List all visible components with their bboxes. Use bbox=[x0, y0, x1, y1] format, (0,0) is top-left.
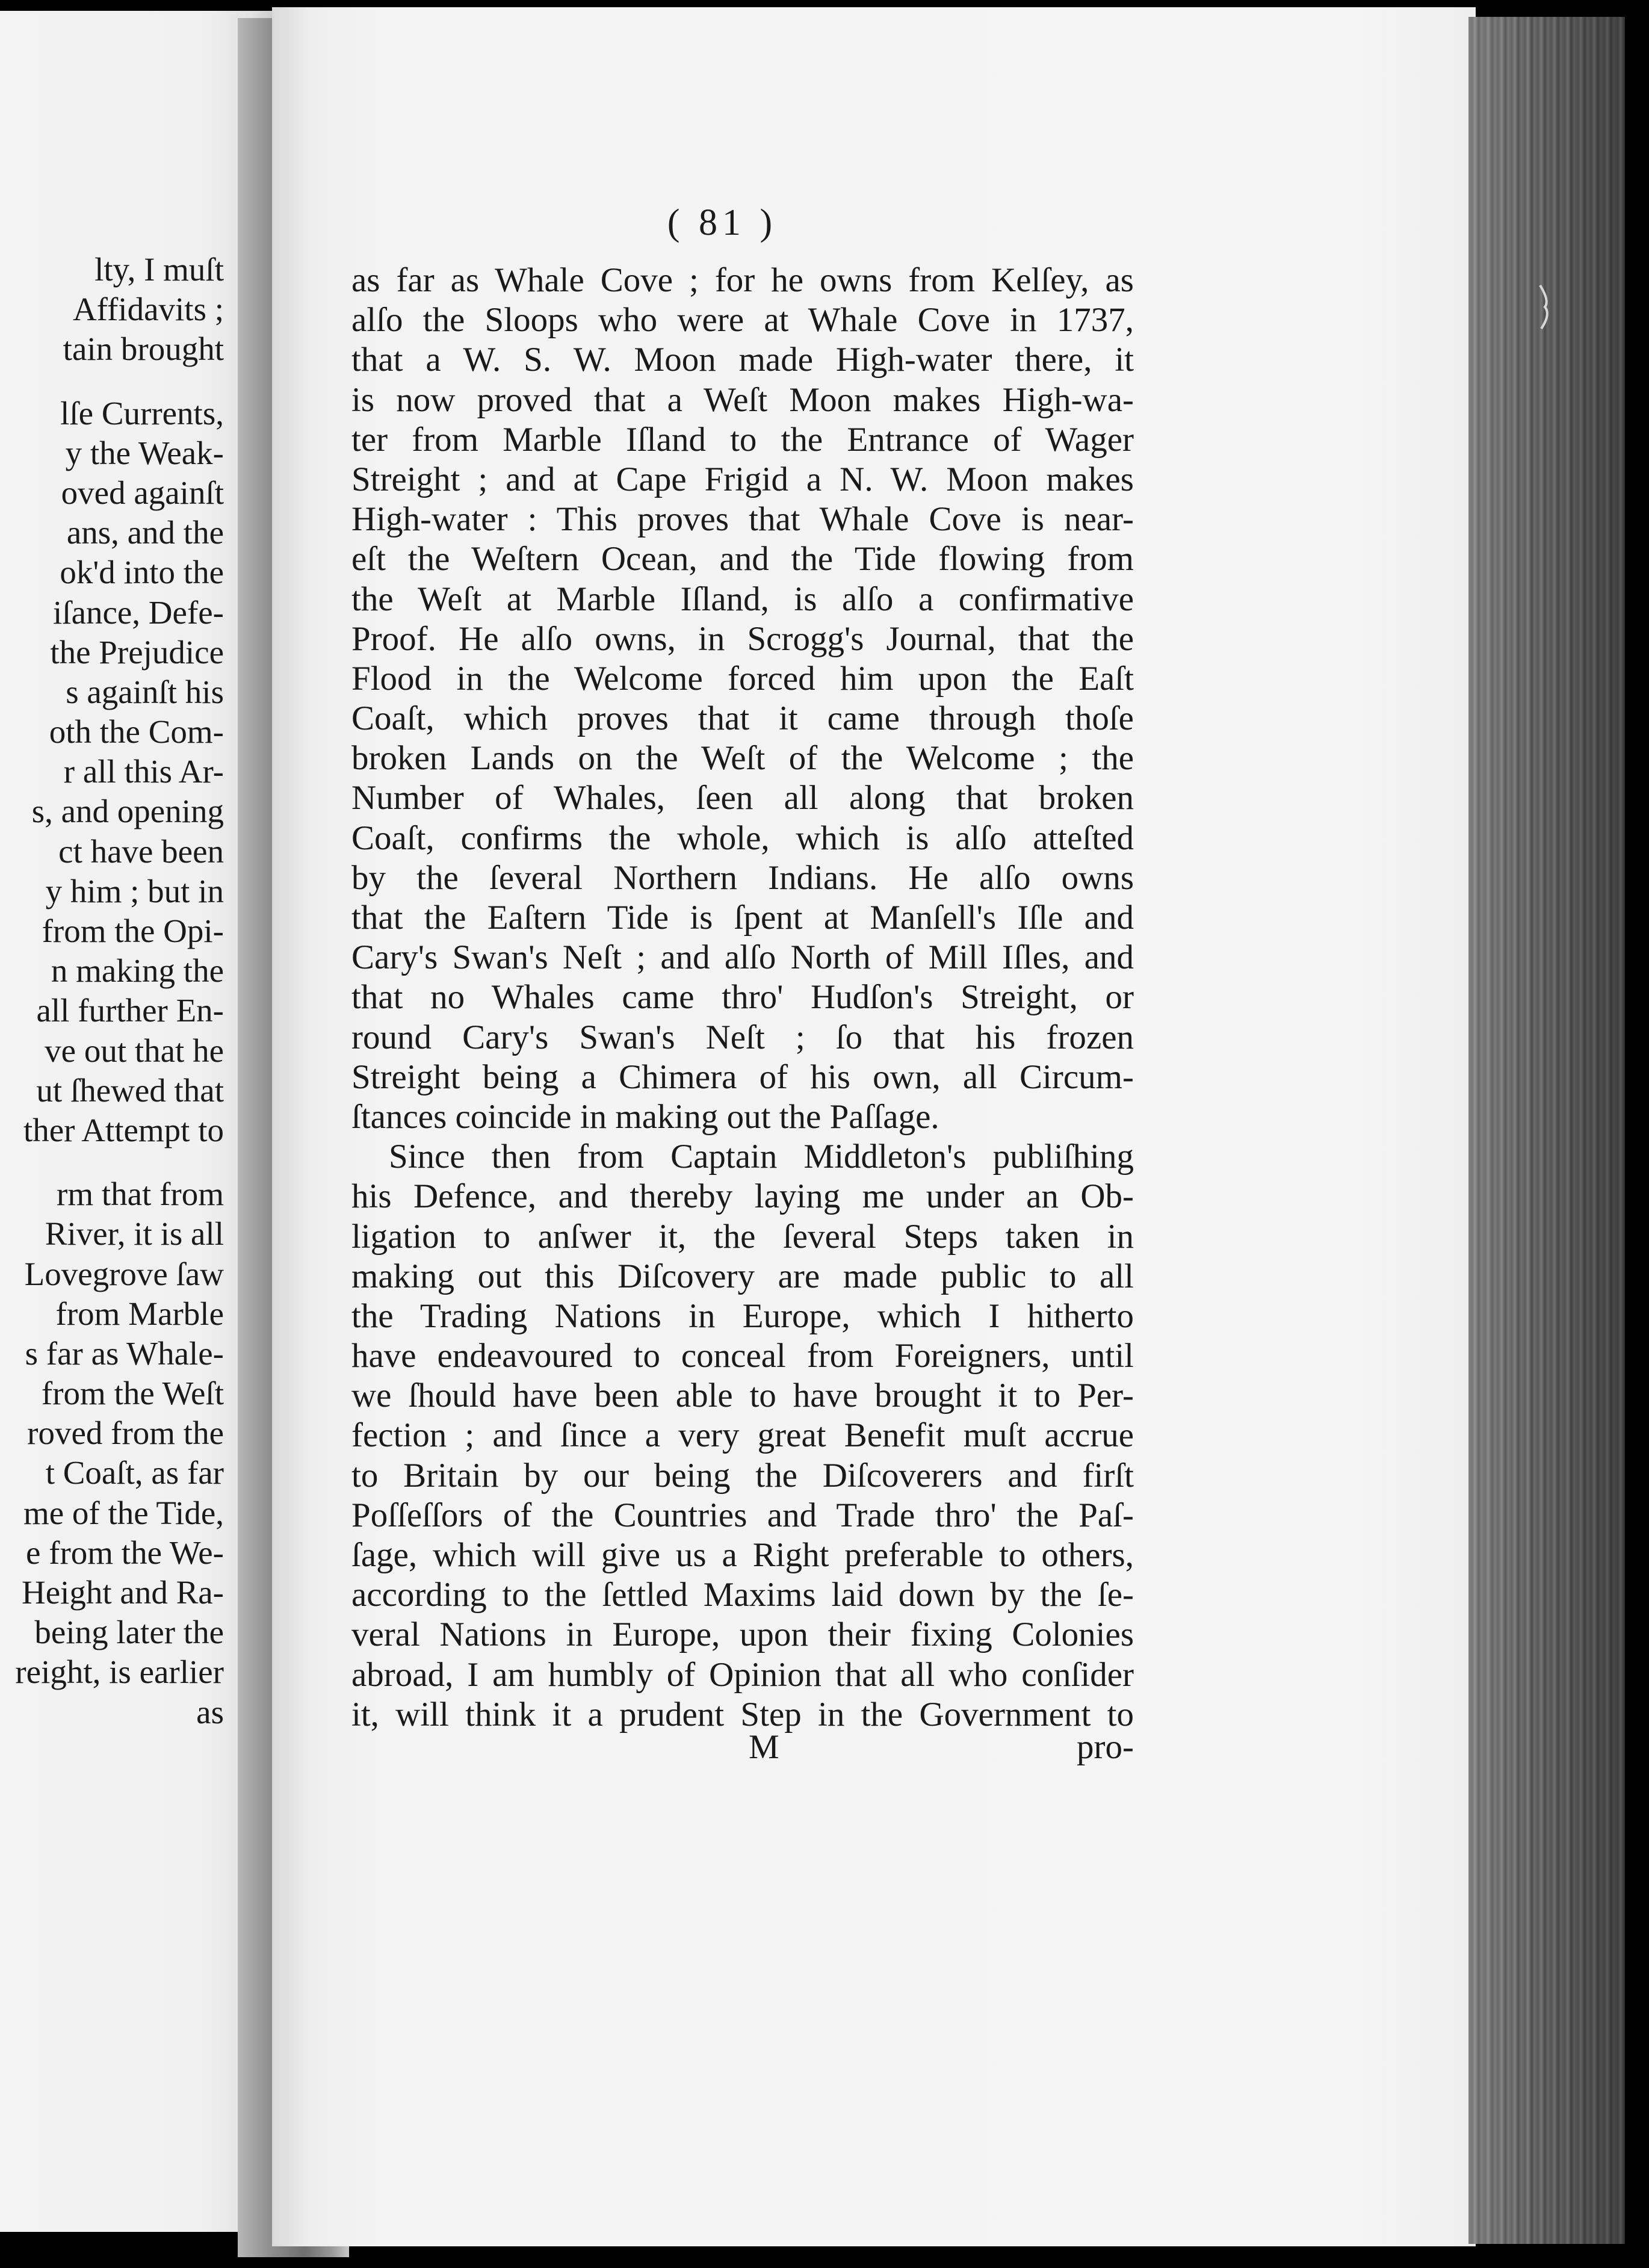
text-line: Poſſeſſors of the Countries and Trade thro' the Paſ- bbox=[351, 1496, 1134, 1534]
text-line: Coaſt, confirms the whole, which is alſo atteſted bbox=[351, 819, 1134, 857]
left-line: ut ſhewed that bbox=[36, 1071, 224, 1109]
left-line: roved from the bbox=[27, 1414, 224, 1452]
text-line: ter from Marble Iſland to the Entrance of Wager bbox=[351, 420, 1134, 459]
left-line: being later the bbox=[34, 1614, 224, 1651]
left-line: ther Attempt to bbox=[23, 1111, 224, 1148]
left-line: iſance, Defe- bbox=[53, 593, 224, 631]
catchword: pro- bbox=[1077, 1728, 1134, 1766]
text-line: Flood in the Welcome forced him upon the Eaſt bbox=[351, 659, 1134, 698]
text-line: ligation to anſwer it, the ſeveral Steps taken in bbox=[351, 1217, 1134, 1256]
left-line: ans, and the bbox=[66, 514, 224, 551]
text-line: broken Lands on the Weſt of the Welcome ; the bbox=[351, 739, 1134, 778]
body-text bbox=[351, 261, 1134, 1735]
left-line: all further En- bbox=[36, 992, 224, 1029]
left-line: from Marble bbox=[55, 1295, 224, 1332]
left-line: reight, is earlier bbox=[15, 1653, 224, 1691]
text-line: that a W. S. W. Moon made High-water there, it bbox=[351, 341, 1134, 379]
text-line: Cary's Swan's Neſt ; and alſo North of Mill Iſles, and bbox=[351, 938, 1134, 977]
text-line-paragraph-start: Since then from Captain Middleton's publiſhing bbox=[389, 1138, 1134, 1176]
left-line: Lovegrove ſaw bbox=[24, 1255, 224, 1292]
text-line: according to the ſettled Maxims laid down by the ſe- bbox=[351, 1576, 1134, 1614]
left-line: t Coaſt, as far bbox=[45, 1454, 224, 1492]
text-line: Streight being a Chimera of his own, all Circum- bbox=[351, 1058, 1134, 1096]
left-line: y him ; but in bbox=[45, 872, 224, 909]
text-line: is now proved that a Weſt Moon makes High-wa- bbox=[351, 380, 1134, 419]
text-line: veral Nations in Europe, upon their fixing Colonies bbox=[351, 1616, 1134, 1654]
left-line: oth the Com- bbox=[49, 713, 224, 751]
text-line: that no Whales came thro' Hudſon's Streight, or bbox=[351, 978, 1134, 1017]
text-line: abroad, I am humbly of Opinion that all who conſider bbox=[351, 1655, 1134, 1694]
left-line: s far as Whale- bbox=[25, 1334, 224, 1372]
left-line: from the Opi- bbox=[42, 912, 224, 949]
left-line: Height and Ra- bbox=[21, 1574, 224, 1611]
text-line: making out this Diſcovery are made public to all bbox=[351, 1257, 1134, 1295]
left-line: oved againſt bbox=[61, 474, 224, 511]
left-line: n making the bbox=[51, 952, 224, 990]
left-line: ve out that he bbox=[45, 1032, 224, 1069]
left-line: me of the Tide, bbox=[23, 1494, 224, 1531]
left-line: lty, I muſt bbox=[94, 251, 224, 288]
page-number: ( 81 ) bbox=[667, 202, 778, 243]
left-line: Affidavits ; bbox=[72, 291, 224, 328]
text-line: the Weſt at Marble Iſland, is alſo a confirmative bbox=[351, 580, 1134, 618]
left-line: River, it is all bbox=[45, 1215, 224, 1253]
text-line: alſo the Sloops who were at Whale Cove in 1737, bbox=[351, 301, 1134, 339]
text-line: Coaſt, which proves that it came through thoſe bbox=[351, 699, 1134, 738]
text-line: Proof. He alſo owns, in Scrogg's Journal, that the bbox=[351, 619, 1134, 658]
text-line: ſage, which will give us a Right preferable to others, bbox=[351, 1536, 1134, 1574]
text-line: his Defence, and thereby laying me under an Ob- bbox=[351, 1177, 1134, 1216]
page-block-edge bbox=[1468, 17, 1625, 2244]
left-catchword: as bbox=[196, 1693, 224, 1730]
text-line: it, will think it a prudent Step in the Government to bbox=[351, 1695, 1134, 1734]
text-line: Streight ; and at Cape Frigid a N. W. Moon makes bbox=[351, 460, 1134, 498]
left-line: ct have been bbox=[58, 832, 224, 870]
left-line: from the Weſt bbox=[41, 1375, 224, 1412]
text-line: by the ſeveral Northern Indians. He alſo owns bbox=[351, 858, 1134, 897]
left-line: s againſt his bbox=[66, 673, 224, 710]
text-line: we ſhould have been able to have brought it to Per- bbox=[351, 1377, 1134, 1415]
text-line: eſt the Weſtern Ocean, and the Tide flowing from bbox=[351, 540, 1134, 578]
left-line: the Prejudice bbox=[50, 633, 224, 671]
text-line: to Britain by our being the Diſcoverers and firſt bbox=[351, 1456, 1134, 1495]
text-line: fection ; and ſince a very great Benefit muſt accrue bbox=[351, 1416, 1134, 1455]
text-line: the Trading Nations in Europe, which I hitherto bbox=[351, 1297, 1134, 1335]
left-line: r all this Ar- bbox=[63, 753, 224, 790]
left-line: rm that from bbox=[57, 1176, 224, 1213]
margin-bracket-mark bbox=[1538, 283, 1556, 331]
left-line-blank bbox=[0, 1150, 241, 1174]
left-line: s, and opening bbox=[31, 793, 224, 830]
text-line: as far as Whale Cove ; for he owns from Kelſey, as bbox=[351, 261, 1134, 299]
text-line: have endeavoured to conceal from Foreigners, until bbox=[351, 1337, 1134, 1375]
text-line: High-water : This proves that Whale Cove is near- bbox=[351, 500, 1134, 539]
text-line: Number of Whales, ſeen all along that broken bbox=[351, 779, 1134, 817]
left-page-text bbox=[0, 250, 241, 1732]
left-line: tain brought bbox=[63, 330, 224, 368]
left-line: e from the We- bbox=[25, 1534, 224, 1571]
left-line: lſe Currents, bbox=[60, 394, 224, 432]
left-line: y the Weak- bbox=[65, 434, 224, 471]
text-line: ſtances coincide in making out the Paſſage. bbox=[351, 1097, 939, 1136]
page-footer bbox=[351, 1727, 1134, 1770]
text-line: that the Eaſtern Tide is ſpent at Manſell's Iſle and bbox=[351, 899, 1134, 937]
left-line-blank bbox=[0, 370, 241, 394]
text-line: round Cary's Swan's Neſt ; ſo that his frozen bbox=[351, 1018, 1134, 1056]
signature-mark: M bbox=[749, 1728, 779, 1766]
left-line: ok'd into the bbox=[60, 554, 224, 591]
